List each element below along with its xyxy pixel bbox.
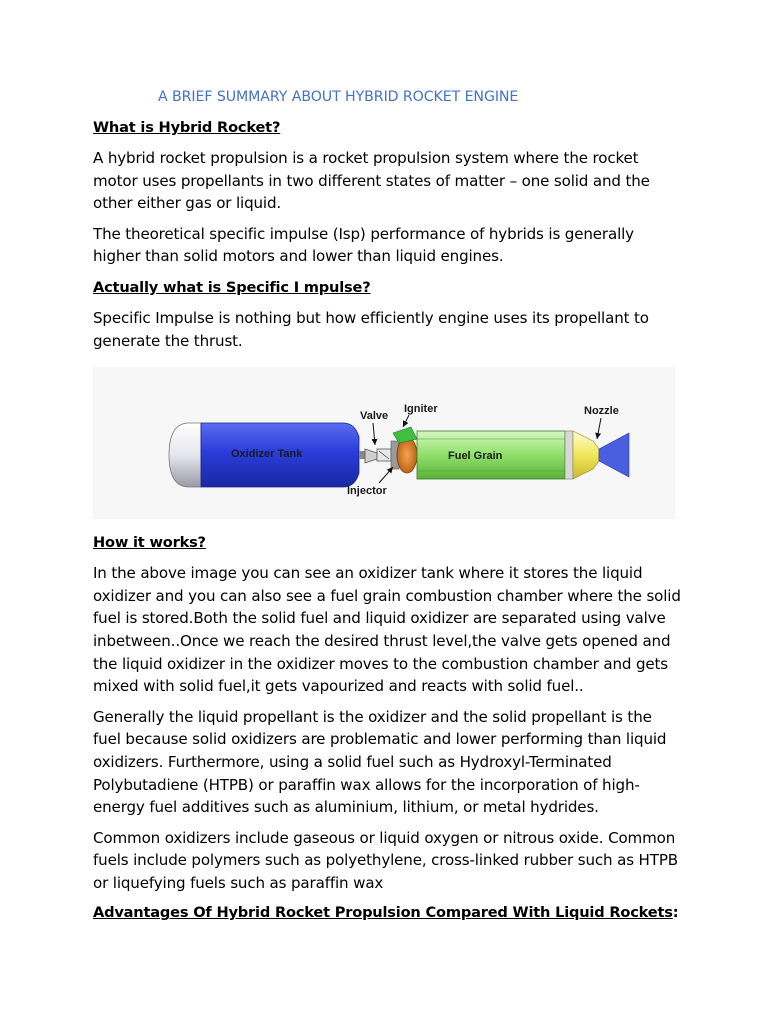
paragraph-specific-impulse: Specific Impulse is nothing but how efficiently engine uses its propellant to generate the thrust.: [93, 308, 649, 350]
hybrid-rocket-diagram: [93, 367, 675, 519]
heading-how-it-works: How it works?: [93, 534, 206, 552]
label-nozzle: Nozzle: [584, 405, 619, 418]
heading-what-is-hybrid-rocket: What is Hybrid Rocket?: [93, 119, 281, 136]
label-igniter: Igniter: [404, 403, 438, 416]
label-fuel-grain: Fuel Grain: [448, 450, 503, 463]
paragraph-isp-performance: The theoretical specific impulse (Isp) performance of hybrids is generally higher than solid motors and lower than liquid engines.: [93, 224, 634, 266]
heading-advantages-text: Advantages Of Hybrid Rocket Propulsion Compared With Liquid Rockets: [93, 904, 673, 922]
paragraph-common-oxidizers: Common oxidizers include gaseous or liquid oxygen or nitrous oxide. Common fuels include polymers such as polyethylene, cross-linked rubber such as HTPB or liquefying fuels such as paraffin wax: [93, 828, 678, 892]
page-title: A BRIEF SUMMARY ABOUT HYBRID ROCKET ENGINE: [158, 89, 519, 105]
injector: [391, 437, 417, 473]
paragraph-how-it-works: In the above image you can see an oxidizer tank where it stores the liquid oxidizer and you can also see a fuel grain combustion chamber where the solid fuel is stored.Both the solid fuel and liquid oxidizer are separated using valve inbetween..Once we reach the desired thrust level,the valve gets opened and the liquid oxidizer in the oxidizer moves to the combustion chamber and gets mixed with solid fuel,it gets vapourized and reacts with solid fuel..: [93, 564, 681, 696]
oxidizer-tank: [169, 423, 359, 487]
label-injector: Injector: [347, 485, 387, 498]
document-page: [93, 86, 683, 923]
heading-specific-impulse: Actually what is Specific I mpulse?: [93, 278, 371, 296]
label-oxidizer-tank: Oxidizer Tank: [231, 448, 303, 461]
fuel-grain: [417, 431, 565, 479]
heading-advantages: [93, 903, 683, 923]
heading-advantages-colon: :: [672, 904, 679, 922]
paragraph-hybrid-definition: A hybrid rocket propulsion is a rocket propulsion system where the rocket motor uses propellants in two different states of matter – one solid and the other either gas or liquid.: [93, 149, 650, 213]
label-valve: Valve: [360, 410, 389, 423]
hybrid-rocket-diagram-svg: [93, 367, 675, 519]
paragraph-liquid-solid-propellant: Generally the liquid propellant is the oxidizer and the solid propellant is the fuel because solid oxidizers are problematic and lower performing than liquid oxidizers. Furthermore, using a solid fuel such as Hydroxyl-Terminated Polybutadiene (HTPB) or paraffin wax allows for the incorporation of high-energy fuel additives such as aluminium, lithium, or metal hydrides.: [93, 707, 667, 817]
